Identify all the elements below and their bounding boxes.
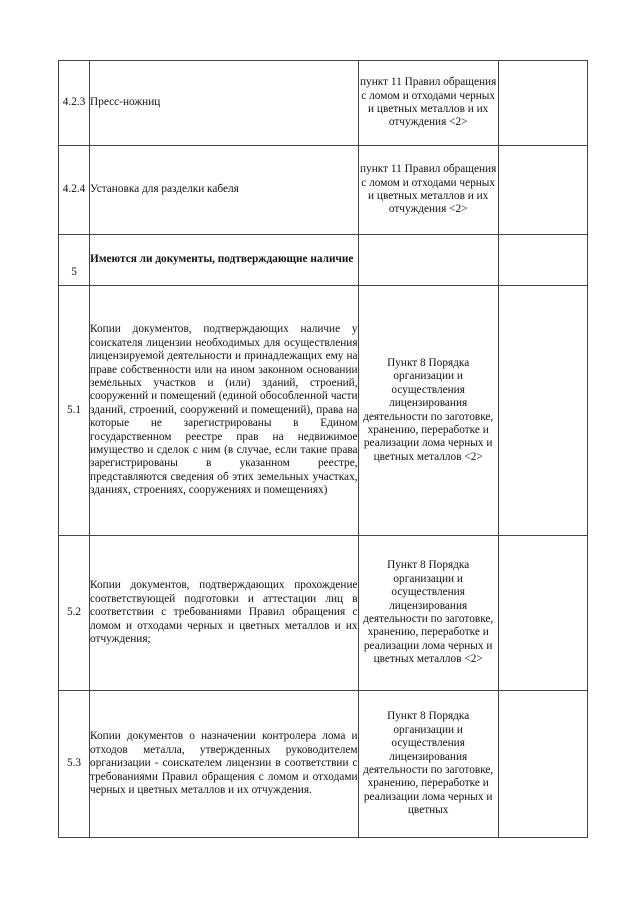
table-row [59,536,588,691]
row-reference [358,235,498,286]
row-description: Имеются ли документы, подтверждающие наличие [90,235,359,286]
row-description: Пресс-ножниц [90,61,359,146]
row-description: Копии документов о назначении контролера лома и отходов металла, утвержденных руководителем организации - соискателем лицензии в соответствии с требованиями Правил обращения с ломом и отходами черных и цветных металлов и их отчуждения. [90,691,359,838]
row-number: 4.2.3 [59,61,90,146]
row-empty-cell [498,146,587,235]
row-description: Копии документов, подтверждающих прохождение соответствующей подготовки и аттестации лиц в соответствии с требованиями Правил обращения с ломом и отходами черных и цветных металлов и их отчуждения; [90,536,359,691]
row-reference: пункт 11 Правил обращения с ломом и отходами черных и цветных металлов и их отчуждения <2> [358,146,498,235]
row-description: Установка для разделки кабеля [90,146,359,235]
row-description: Копии документов, подтверждающих наличие у соискателя лицензии необходимых для осуществления лицензируемой деятельности и принадлежащих ему на праве собственности или на ином законном основании земельных участков и (или) зданий, строений, сооружений и помещений (единой обособленной части зданий, строений, сооружений и помещений), права на которые не зарегистрированы в Едином государственном реестре прав на недвижимое имущество и сделок с ним (в случае, если такие права зарегистрированы в указанном реестре, представляются сведения об этих земельных участках, зданиях, строениях, сооружениях и помещениях) [90,286,359,536]
table-row [59,691,588,838]
table-row-section-heading [59,235,588,286]
table-row [59,286,588,536]
row-reference: пункт 11 Правил обращения с ломом и отходами черных и цветных металлов и их отчуждения <2> [358,61,498,146]
row-empty-cell [498,286,587,536]
table-row [59,61,588,146]
row-number: 5.3 [59,691,90,838]
row-empty-cell [498,235,587,286]
row-reference: Пункт 8 Порядка организации и осуществления лицензирования деятельности по заготовке, хранению, переработке и реализации лома черных и цветных металлов <2> [358,536,498,691]
license-checklist-table [58,60,588,838]
row-reference: Пункт 8 Порядка организации и осуществления лицензирования деятельности по заготовке, хранению, переработке и реализации лома черных и цветных [358,691,498,838]
row-number: 5.1 [59,286,90,536]
row-empty-cell [498,691,587,838]
row-number: 5.2 [59,536,90,691]
table-row [59,146,588,235]
row-empty-cell [498,61,587,146]
row-empty-cell [498,536,587,691]
row-reference: Пункт 8 Порядка организации и осуществления лицензирования деятельности по заготовке, хранению, переработке и реализации лома черных и цветных металлов <2> [358,286,498,536]
row-number: 4.2.4 [59,146,90,235]
row-number: 5 [59,235,90,286]
